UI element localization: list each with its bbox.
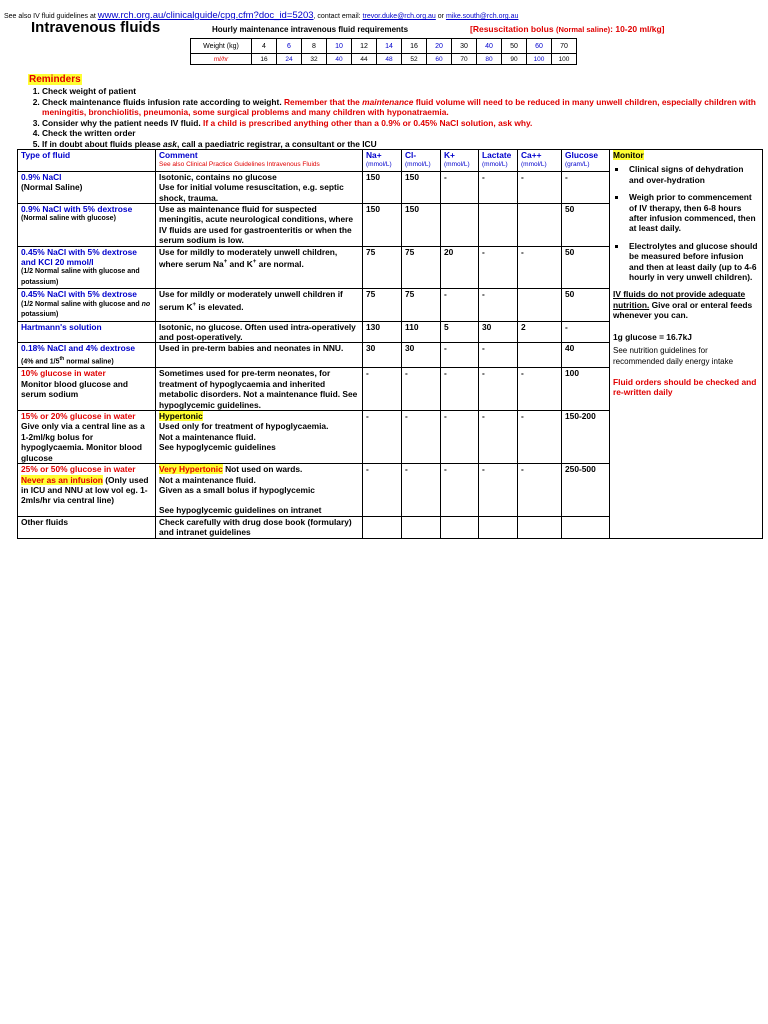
fluid-name: 0.9% NaCl with 5% dextrose bbox=[21, 204, 133, 215]
reminder-text: Consider why the patient needs IV fluid. bbox=[42, 117, 204, 128]
fluid-name: 15% or 20% glucose in water bbox=[21, 411, 136, 422]
superscript: + bbox=[192, 301, 197, 308]
fluid-subname: (Normal saline with glucose) bbox=[21, 215, 116, 223]
na-value: 75 bbox=[363, 246, 402, 289]
weight-cell: 8 bbox=[302, 39, 327, 54]
ca-value: 2 bbox=[518, 321, 562, 343]
comment-cell: Used in pre-term babies and neonates in NNU. bbox=[156, 343, 363, 368]
rate-cell: 70 bbox=[452, 54, 477, 65]
k-value bbox=[441, 204, 479, 247]
na-value: 75 bbox=[363, 289, 402, 321]
rate-cell: 100 bbox=[552, 54, 577, 65]
weight-cell: 70 bbox=[552, 39, 577, 54]
reminder-text: Check maintenance fluids infusion rate according to weight. bbox=[42, 96, 284, 107]
lactate-value: - bbox=[479, 171, 518, 203]
k-value: - bbox=[441, 411, 479, 464]
fluid-subname-part: (Only used in ICU and NNU at low vol eg. 1-2mls/hr via central line) bbox=[21, 474, 149, 506]
glucose-value: - bbox=[562, 171, 610, 203]
rate-cell: 80 bbox=[477, 54, 502, 65]
reminder-item bbox=[42, 128, 768, 139]
comment-text: Isotonic, contains no glucose bbox=[159, 171, 277, 182]
fluid-subname-part: no bbox=[141, 300, 151, 308]
comment-text: Given as a small bolus if hypoglycemic bbox=[159, 484, 315, 495]
very-hypertonic-tag: Very Hypertonic bbox=[159, 464, 223, 475]
reminder-emphasis: ask bbox=[162, 138, 177, 149]
reminder-item bbox=[42, 97, 768, 118]
superscript: th bbox=[59, 355, 65, 362]
nutrition-note bbox=[613, 289, 759, 320]
fluid-type-cell bbox=[18, 411, 156, 464]
comment-text: See hypoglycemic guidelines on intranet bbox=[159, 505, 322, 516]
na-value: 150 bbox=[363, 204, 402, 247]
fluid-subname-part: (4% and 1/5 bbox=[21, 358, 60, 366]
lactate-value: - bbox=[479, 464, 518, 517]
lactate-value: - bbox=[479, 246, 518, 289]
guidelines-link[interactable]: www.rch.org.au/clinicalguide/cpg.cfm?doc_id=5203 bbox=[97, 10, 314, 21]
header-na-label: Na+ bbox=[366, 150, 382, 160]
lactate-value: - bbox=[479, 368, 518, 411]
weight-cell: 10 bbox=[327, 39, 352, 54]
monitor-title: Monitor bbox=[613, 150, 644, 160]
weight-cell: 12 bbox=[352, 39, 377, 54]
resuscitation-bolus-note bbox=[470, 24, 664, 34]
header-cl-label: Cl- bbox=[405, 150, 417, 160]
comment-cell bbox=[156, 246, 363, 289]
or-text: or bbox=[435, 13, 446, 20]
fluid-subname bbox=[21, 475, 152, 506]
weight-cell: 4 bbox=[252, 39, 277, 54]
rate-cell: 100 bbox=[527, 54, 552, 65]
reminder-text: Check weight of patient bbox=[42, 86, 136, 96]
glucose-value: 50 bbox=[562, 204, 610, 247]
superscript: + bbox=[252, 259, 257, 266]
fluid-subname: (1/2 Normal saline with glucose and potassium) bbox=[21, 268, 140, 286]
glucose-value: - bbox=[562, 321, 610, 343]
ca-value bbox=[518, 289, 562, 321]
k-value bbox=[441, 516, 479, 538]
fluid-orders-note: Fluid orders should be checked and re-written daily bbox=[613, 376, 757, 398]
ca-value: - bbox=[518, 246, 562, 289]
cl-value bbox=[402, 516, 441, 538]
rate-label: ml/hr bbox=[191, 54, 252, 65]
header-k-label: K+ bbox=[444, 150, 455, 160]
comment-text: See hypoglycemic guidelines bbox=[159, 442, 276, 453]
na-value: - bbox=[363, 464, 402, 517]
reminder-text: , call a paediatric registrar, a consultant or the ICU bbox=[176, 138, 377, 149]
fluids-table bbox=[17, 149, 763, 539]
header-prefix: See also IV fluid guidelines at bbox=[4, 13, 98, 20]
fluid-name: 0.45% NaCl with 5% dextrose and KCl 20 mmol/l bbox=[21, 246, 137, 268]
cl-value: 75 bbox=[402, 289, 441, 321]
k-value: 5 bbox=[441, 321, 479, 343]
header-k bbox=[441, 150, 479, 172]
weight-cell: 40 bbox=[477, 39, 502, 54]
glucose-value: 50 bbox=[562, 246, 610, 289]
comment-text: Use for mildly to moderately unwell children, where serum Na bbox=[159, 246, 338, 269]
fluid-type-cell bbox=[18, 368, 156, 411]
lactate-value bbox=[479, 204, 518, 247]
k-value: - bbox=[441, 464, 479, 517]
header-unit: (mmol/L) bbox=[405, 161, 431, 169]
nutrition-rest: Give oral or enteral feeds whenever you can. bbox=[613, 299, 753, 321]
header-glucose-label: Glucose bbox=[565, 150, 599, 160]
lactate-value: 30 bbox=[479, 321, 518, 343]
reminder-emphasis: maintenance bbox=[362, 96, 414, 107]
fluid-type-cell bbox=[18, 204, 156, 247]
header-comment bbox=[156, 150, 363, 172]
header-glucose bbox=[562, 150, 610, 172]
rate-cell: 48 bbox=[377, 54, 402, 65]
glucose-value: 100 bbox=[562, 368, 610, 411]
rate-cell: 60 bbox=[427, 54, 452, 65]
fluid-subname: (Normal Saline) bbox=[21, 182, 83, 193]
reminder-warning: Remember that the bbox=[283, 96, 363, 107]
rate-cell: 44 bbox=[352, 54, 377, 65]
header-lactate-label: Lactate bbox=[482, 150, 512, 160]
header-type: Type of fluid bbox=[18, 150, 156, 172]
na-value: 150 bbox=[363, 171, 402, 203]
ca-value bbox=[518, 516, 562, 538]
comment-text: Use for initial volume resuscitation, e.g. septic shock, trauma. bbox=[159, 182, 344, 203]
header-ca-label: Ca++ bbox=[521, 150, 542, 160]
comment-cell: Isotonic, no glucose. Often used intra-operatively and post-operatively. bbox=[156, 321, 363, 343]
glucose-value: 50 bbox=[562, 289, 610, 321]
header-na bbox=[363, 150, 402, 172]
ca-value: - bbox=[518, 411, 562, 464]
k-value: - bbox=[441, 171, 479, 203]
weight-cell: 60 bbox=[527, 39, 552, 54]
glucose-value bbox=[562, 516, 610, 538]
rates-table bbox=[190, 38, 577, 65]
fluid-subname-part: (1/2 Normal saline with glucose and bbox=[21, 300, 142, 308]
fluid-subname: Give only via a central line as a 1-2ml/kg bolus for hypoglycaemia. Monitor blood glucose bbox=[21, 421, 145, 463]
comment-text: is elevated. bbox=[196, 301, 244, 312]
monitor-item: ▪ Weigh prior to commencement of IV therapy, then 6-8 hours after infusion commenced, then at least daily. bbox=[627, 192, 759, 234]
reminder-item bbox=[42, 86, 768, 97]
cl-value: 110 bbox=[402, 321, 441, 343]
comment-text: Not a maintenance fluid. bbox=[159, 474, 256, 485]
fluid-name: Other fluids bbox=[21, 516, 68, 527]
comment-text: are normal. bbox=[256, 258, 304, 269]
fluid-type-cell bbox=[18, 289, 156, 321]
cl-value: 75 bbox=[402, 246, 441, 289]
lactate-value bbox=[479, 516, 518, 538]
header-ca bbox=[518, 150, 562, 172]
na-value: 130 bbox=[363, 321, 402, 343]
comment-cell: Use as maintenance fluid for suspected meningitis, acute neurological conditions, where IV fluids are used for gastroenteritis or when the serum sodium is low. bbox=[156, 204, 363, 247]
fluid-type-cell bbox=[18, 343, 156, 368]
na-value: - bbox=[363, 368, 402, 411]
ca-value bbox=[518, 204, 562, 247]
reminders-title: Reminders bbox=[29, 74, 81, 85]
k-value: - bbox=[441, 343, 479, 368]
header-unit: (mmol/L) bbox=[482, 161, 508, 169]
fluid-name: 0.18% NaCl and 4% dextrose bbox=[21, 343, 136, 354]
bolus-part-a: [Resuscitation bolus bbox=[470, 24, 556, 34]
glucose-kj: 1g glucose = 16.7kJ bbox=[613, 331, 692, 342]
page-title: Intravenous fluids bbox=[31, 19, 161, 36]
fluid-subname-part: normal saline) bbox=[64, 358, 114, 366]
weight-cell: 14 bbox=[377, 39, 402, 54]
comment-cell bbox=[156, 464, 363, 517]
header-unit: (gram/L) bbox=[565, 161, 590, 169]
fluid-type-cell bbox=[18, 321, 156, 343]
header-lactate bbox=[479, 150, 518, 172]
fluid-subname: Monitor blood glucose and serum sodium bbox=[21, 378, 129, 400]
monitor-item: ▪ Clinical signs of dehydration and over-hydration bbox=[627, 164, 759, 185]
bolus-part-b: (Normal saline) bbox=[555, 25, 611, 34]
reminder-text: Check the written order bbox=[42, 128, 136, 139]
monitor-list bbox=[613, 164, 759, 282]
reminder-warning: If a child is prescribed anything other than a 0.9% or 0.45% NaCl solution, ask why. bbox=[203, 117, 533, 128]
table-header-row bbox=[18, 150, 763, 172]
nutrition-guidelines-note: See nutrition guidelines for recommended daily energy intake bbox=[613, 346, 734, 366]
k-value: - bbox=[441, 368, 479, 411]
header-unit: (mmol/L) bbox=[366, 161, 392, 169]
na-value: 30 bbox=[363, 343, 402, 368]
comment-text: Not a maintenance fluid. bbox=[159, 431, 256, 442]
reminder-item bbox=[42, 118, 768, 129]
reminder-item bbox=[42, 139, 768, 150]
fluid-subname bbox=[21, 354, 152, 368]
fluid-type-cell bbox=[18, 246, 156, 289]
rate-cell: 90 bbox=[502, 54, 527, 65]
header-comment-label: Comment bbox=[159, 150, 198, 160]
reminder-text: If in doubt about fluids please bbox=[42, 138, 163, 149]
ca-value: - bbox=[518, 368, 562, 411]
bolus-part-c: : 10-20 ml/kg] bbox=[610, 24, 665, 34]
comment-text: Use for mildly or moderately unwell children if serum K bbox=[159, 289, 343, 312]
hypertonic-tag: Hypertonic bbox=[159, 411, 203, 422]
na-value: - bbox=[363, 411, 402, 464]
ca-value: - bbox=[518, 171, 562, 203]
fluid-type-cell bbox=[18, 171, 156, 203]
email-link-2[interactable]: mike.south@rch.org.au bbox=[445, 13, 519, 20]
lactate-value: - bbox=[479, 411, 518, 464]
cl-value: - bbox=[402, 368, 441, 411]
k-value: - bbox=[441, 289, 479, 321]
reminder-warning: fluid volume will need to be reduced in many unwell children, especially children with meningitis, bronchiolitis, pneumonia, some surgical problems and many children with hyponatraemia. bbox=[42, 96, 756, 118]
weight-cell: 20 bbox=[427, 39, 452, 54]
weight-label: Weight (kg) bbox=[191, 39, 252, 54]
rate-cell: 16 bbox=[252, 54, 277, 65]
nutrition-underlined: IV fluids do not provide adequate nutrition. bbox=[613, 289, 746, 310]
rate-cell: 32 bbox=[302, 54, 327, 65]
rate-cell: 52 bbox=[402, 54, 427, 65]
cl-value: 30 bbox=[402, 343, 441, 368]
comment-text: and K bbox=[227, 258, 253, 269]
glucose-value: 150-200 bbox=[562, 411, 610, 464]
header-comment-sub: See also Clinical Practice Guidelines Intravenous Fluids bbox=[159, 161, 320, 169]
weight-cell: 50 bbox=[502, 39, 527, 54]
rate-cell: 24 bbox=[277, 54, 302, 65]
cl-value: - bbox=[402, 464, 441, 517]
weight-cell: 6 bbox=[277, 39, 302, 54]
na-value bbox=[363, 516, 402, 538]
contact-prefix: , contact email: bbox=[313, 13, 363, 20]
weight-row bbox=[191, 39, 577, 54]
lactate-value: - bbox=[479, 343, 518, 368]
fluid-name: 25% or 50% glucose in water bbox=[21, 464, 136, 475]
header-unit: (mmol/L) bbox=[521, 161, 547, 169]
cl-value: - bbox=[402, 411, 441, 464]
lactate-value: - bbox=[479, 289, 518, 321]
comment-cell bbox=[156, 289, 363, 321]
reminders-list bbox=[28, 86, 768, 150]
k-value: 20 bbox=[441, 246, 479, 289]
rate-row bbox=[191, 54, 577, 65]
comment-cell: Check carefully with drug dose book (formulary) and intranet guidelines bbox=[156, 516, 363, 538]
rate-cell: 40 bbox=[327, 54, 352, 65]
fluid-type-cell bbox=[18, 464, 156, 517]
fluid-name: Hartmann's solution bbox=[21, 321, 102, 332]
monitor-item: ▪ Electrolytes and glucose should be measured before infusion and then at least daily (up to 4-6 hourly in very unwell children). bbox=[627, 241, 759, 283]
fluid-name: 0.45% NaCl with 5% dextrose bbox=[21, 289, 137, 300]
header-unit: (mmol/L) bbox=[444, 161, 470, 169]
email-link-1[interactable]: trevor.duke@rch.org.au bbox=[362, 13, 436, 20]
fluid-type-cell bbox=[18, 516, 156, 538]
comment-text: Used only for treatment of hypoglycaemia. bbox=[159, 421, 329, 432]
ca-value: - bbox=[518, 464, 562, 517]
weight-cell: 16 bbox=[402, 39, 427, 54]
fluid-subname-part: potassium) bbox=[21, 311, 59, 319]
weight-cell: 30 bbox=[452, 39, 477, 54]
glucose-value: 40 bbox=[562, 343, 610, 368]
never-infusion-warning: Never as an infusion bbox=[21, 474, 103, 485]
fluid-name: 10% glucose in water bbox=[21, 368, 106, 379]
hourly-requirements-title: Hourly maintenance intravenous fluid requirements bbox=[212, 25, 409, 34]
comment-text: Not used on wards. bbox=[222, 464, 303, 475]
comment-cell bbox=[156, 411, 363, 464]
glucose-value: 250-500 bbox=[562, 464, 610, 517]
fluid-name: 0.9% NaCl bbox=[21, 171, 62, 182]
cl-value: 150 bbox=[402, 171, 441, 203]
superscript: + bbox=[223, 259, 228, 266]
monitor-column bbox=[610, 150, 763, 539]
header-cl bbox=[402, 150, 441, 172]
fluid-subname bbox=[21, 300, 152, 321]
comment-cell: Sometimes used for pre-term neonates, for treatment of hypoglycaemia and inherited metabolic disorders. Not a maintenance fluid. See hypoglycemic guidelines. bbox=[156, 368, 363, 411]
comment-cell bbox=[156, 171, 363, 203]
cl-value: 150 bbox=[402, 204, 441, 247]
ca-value bbox=[518, 343, 562, 368]
